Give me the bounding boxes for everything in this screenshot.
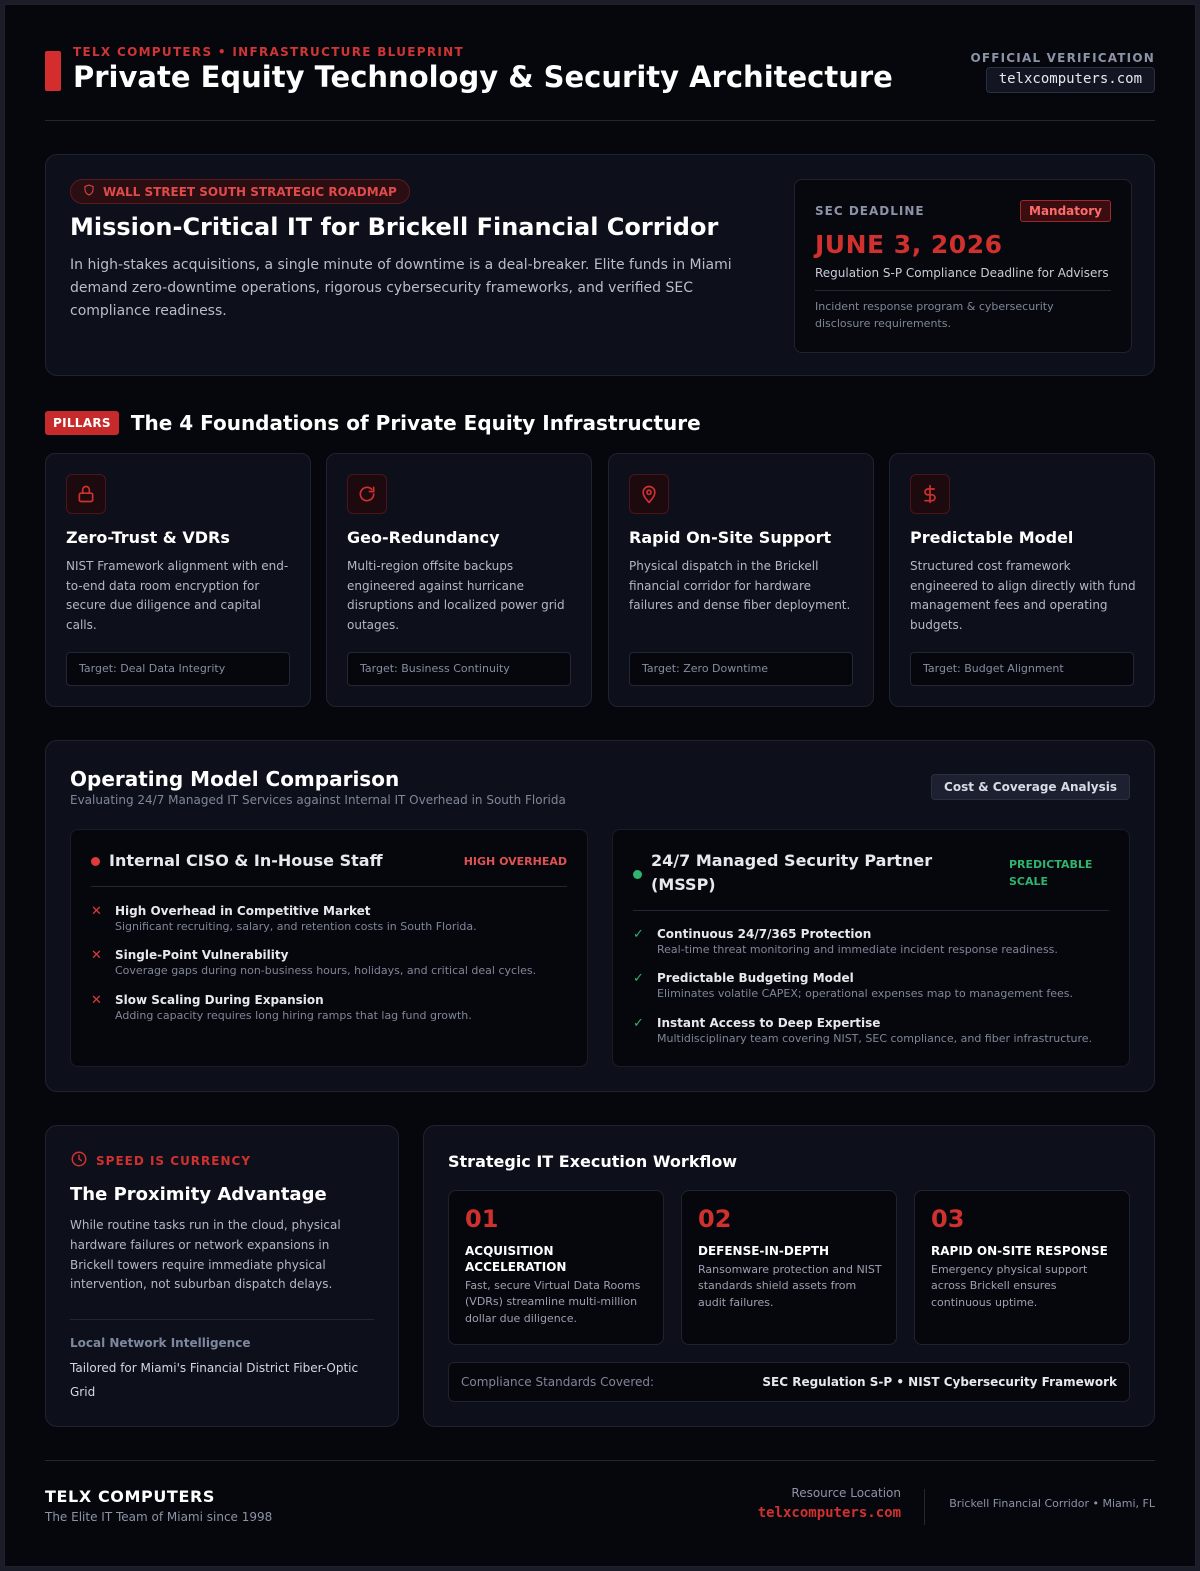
item-title: Instant Access to Deep Expertise	[657, 1016, 881, 1030]
overhead-badge: HIGH OVERHEAD	[463, 855, 567, 868]
hero-title: Mission-Critical IT for Brickell Financial Corridor	[70, 213, 719, 241]
item-title: Single-Point Vulnerability	[115, 948, 289, 962]
pillars-tag: PILLARS	[45, 411, 119, 435]
compliance-bar	[448, 1362, 1130, 1402]
comparison-title: Operating Model Comparison	[70, 767, 400, 791]
sec-deadline-date: JUNE 3, 2026	[815, 230, 1003, 259]
map-pin-icon	[629, 474, 669, 514]
step-title: ACQUISITION ACCELERATION	[465, 1244, 567, 1274]
step-number: 03	[931, 1205, 965, 1233]
x-icon: ✕	[91, 993, 102, 1008]
panel-title: Internal CISO & In-House Staff	[109, 851, 383, 870]
mandatory-badge: Mandatory	[1020, 200, 1111, 222]
shield-icon	[83, 184, 95, 199]
item-text: Multidisciplinary team covering NIST, SEC compliance, and fiber infrastructure.	[657, 1032, 1093, 1045]
footer-brand: TELX COMPUTERS	[45, 1487, 216, 1506]
panel-title: 24/7 Managed Security Partner (MSSP)	[651, 851, 933, 894]
workflow-section	[423, 1125, 1155, 1427]
hero-section	[45, 154, 1155, 376]
proximity-text: While routine tasks run in the cloud, physical hardware failures or network expansions in Brickell towers require immediate physical intervention, not suburban dispatch delays.	[70, 1218, 341, 1292]
footer-location: Brickell Financial Corridor • Miami, FL	[949, 1497, 1155, 1510]
proximity-card	[45, 1125, 399, 1427]
pillar-text: Structured cost framework engineered to align directly with fund management fees and operating budgets.	[910, 559, 1136, 632]
workflow-step	[681, 1190, 897, 1345]
workflow-step	[914, 1190, 1130, 1345]
item-text: Significant recruiting, salary, and retention costs in South Florida.	[115, 920, 477, 933]
check-icon: ✓	[633, 1016, 644, 1031]
item-text: Adding capacity requires long hiring ramps that lag fund growth.	[115, 1009, 472, 1022]
pillar-title: Zero-Trust & VDRs	[66, 528, 230, 547]
pillar-card-predictable-model	[889, 453, 1155, 707]
x-icon: ✕	[91, 904, 102, 919]
step-title: DEFENSE-IN-DEPTH	[698, 1244, 830, 1258]
mssp-panel	[612, 829, 1130, 1067]
step-title: RAPID ON-SITE RESPONSE	[931, 1244, 1108, 1258]
item-title: Continuous 24/7/365 Protection	[657, 927, 872, 941]
step-text: Emergency physical support across Brickell ensures continuous uptime.	[931, 1263, 1088, 1309]
pillars-title: The 4 Foundations of Private Equity Infrastructure	[130, 411, 701, 435]
page	[4, 4, 1196, 1567]
step-number: 02	[698, 1205, 732, 1233]
proximity-eyebrow	[70, 1150, 251, 1171]
page-header	[45, 45, 1155, 121]
step-number: 01	[465, 1205, 499, 1233]
proximity-title: The Proximity Advantage	[70, 1184, 327, 1205]
footer-url-link[interactable]: telxcomputers.com	[757, 1505, 901, 1521]
check-icon: ✓	[633, 971, 644, 986]
scale-badge: PREDICTABLE SCALE	[1009, 858, 1093, 888]
item-title: Predictable Budgeting Model	[657, 971, 854, 985]
verification-domain[interactable]: telxcomputers.com	[986, 67, 1155, 93]
roadmap-badge	[70, 179, 410, 204]
comparison-tag[interactable]: Cost & Coverage Analysis	[931, 774, 1130, 800]
roadmap-badge-label: WALL STREET SOUTH STRATEGIC ROADMAP	[103, 184, 397, 199]
item-text: Coverage gaps during non-business hours, holidays, and critical deal cycles.	[115, 964, 537, 977]
pillar-target: Target: Business Continuity	[347, 652, 571, 686]
clock-icon	[70, 1150, 88, 1171]
accent-bar	[45, 51, 61, 91]
step-text: Ransomware protection and NIST standards shield assets from audit failures.	[698, 1263, 882, 1309]
item-title: Slow Scaling During Expansion	[115, 993, 324, 1007]
pillars-header	[45, 411, 701, 435]
dollar-icon	[910, 474, 950, 514]
pillar-card-geo-redundancy	[326, 453, 592, 707]
pillar-target: Target: Budget Alignment	[910, 652, 1134, 686]
divider	[815, 290, 1111, 291]
footer-tagline: The Elite IT Team of Miami since 1998	[45, 1510, 273, 1524]
item-text: Real-time threat monitoring and immediate incident response readiness.	[657, 943, 1058, 956]
sec-deadline-label: SEC DEADLINE	[815, 204, 925, 218]
hero-text: In high-stakes acquisitions, a single minute of downtime is a deal-breaker. Elite funds in Miami demand zero-downtime operations, rigorous cybersecurity frameworks, and verified SEC compliance readiness.	[70, 257, 732, 319]
sec-deadline-subtitle: Regulation S-P Compliance Deadline for Advisers	[815, 266, 1109, 280]
status-dot	[633, 870, 642, 879]
sec-deadline-card	[794, 179, 1132, 353]
refresh-icon	[347, 474, 387, 514]
operating-model-comparison	[45, 740, 1155, 1092]
verification-label: OFFICIAL VERIFICATION	[970, 51, 1155, 65]
status-dot	[91, 857, 100, 866]
pillar-title: Rapid On-Site Support	[629, 528, 832, 547]
check-icon: ✓	[633, 927, 644, 942]
sec-deadline-note: Incident response program & cybersecurity disclosure requirements.	[815, 300, 1054, 330]
pillar-cards	[45, 453, 1155, 707]
pillar-card-on-site-support	[608, 453, 874, 707]
header-eyebrow: TELX COMPUTERS • INFRASTRUCTURE BLUEPRINT	[73, 45, 464, 59]
divider	[91, 886, 567, 887]
divider	[633, 910, 1109, 911]
resource-location-label: Resource Location	[791, 1486, 901, 1500]
comparison-subtitle: Evaluating 24/7 Managed IT Services against Internal IT Overhead in South Florida	[70, 793, 566, 807]
workflow-title: Strategic IT Execution Workflow	[448, 1152, 738, 1171]
lock-icon	[66, 474, 106, 514]
item-title: High Overhead in Competitive Market	[115, 904, 371, 918]
pillar-title: Geo-Redundancy	[347, 528, 500, 547]
pillar-text: NIST Framework alignment with end-to-end data room encryption for secure due diligence and capital calls.	[66, 559, 289, 632]
divider	[70, 1319, 374, 1320]
page-footer	[45, 1460, 1155, 1540]
proximity-eyebrow-label: SPEED IS CURRENCY	[96, 1153, 252, 1168]
pillar-text: Multi-region offsite backups engineered against hurricane disruptions and localized power grid outages.	[347, 559, 565, 632]
pillar-target: Target: Deal Data Integrity	[66, 652, 290, 686]
x-icon: ✕	[91, 948, 102, 963]
pillar-target: Target: Zero Downtime	[629, 652, 853, 686]
local-network-text: Tailored for Miami's Financial District Fiber-Optic Grid	[70, 1361, 359, 1399]
step-text: Fast, secure Virtual Data Rooms (VDRs) streamline multi-million dollar due diligence.	[465, 1279, 641, 1325]
item-text: Eliminates volatile CAPEX; operational expenses map to management fees.	[657, 987, 1074, 1000]
internal-staff-panel	[70, 829, 588, 1067]
workflow-step	[448, 1190, 664, 1345]
compliance-label: Compliance Standards Covered:	[461, 1375, 655, 1389]
pillar-text: Physical dispatch in the Brickell financial corridor for hardware failures and dense fiber deployment.	[629, 559, 851, 613]
local-network-label: Local Network Intelligence	[70, 1336, 251, 1350]
pillar-title: Predictable Model	[910, 528, 1074, 547]
page-title: Private Equity Technology & Security Architecture	[73, 60, 893, 94]
pillar-card-zero-trust	[45, 453, 311, 707]
compliance-value: SEC Regulation S-P • NIST Cybersecurity Framework	[762, 1375, 1117, 1389]
divider	[924, 1489, 925, 1525]
